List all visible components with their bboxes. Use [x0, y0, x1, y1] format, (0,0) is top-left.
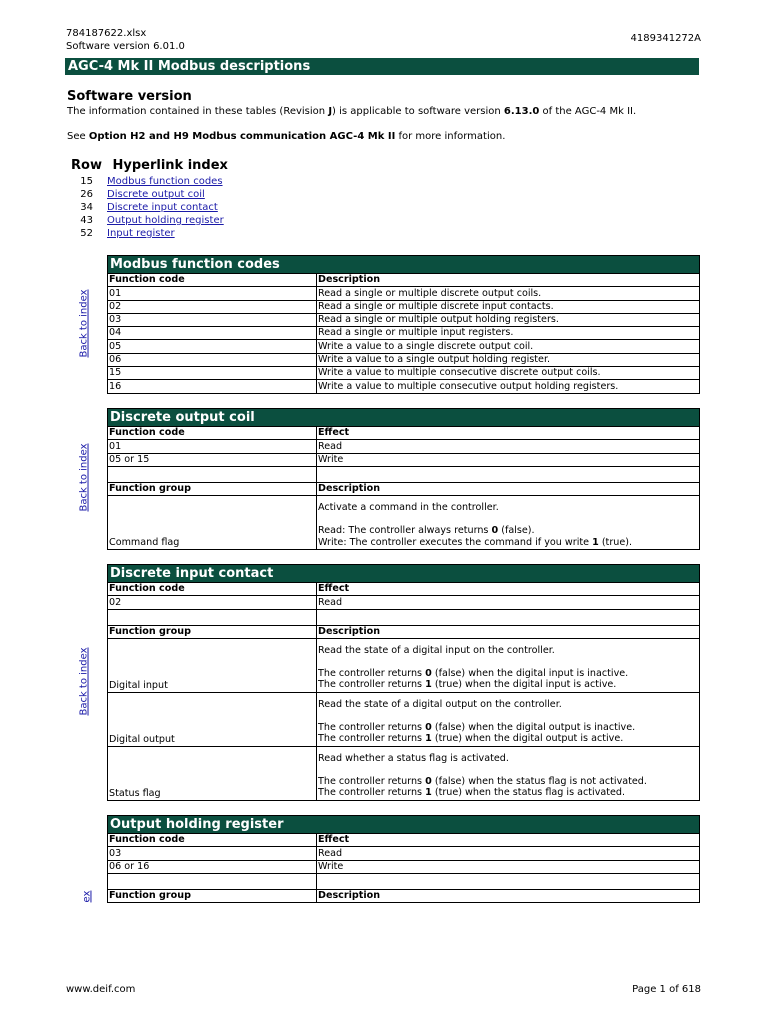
table-row: Digital input Read the state of a digital input on the controller. The controller returns 0 (false) when the digital input is inactive. The controller returns 1 (true) when the digital input is active. [108, 639, 699, 693]
index-link-modbus-function-codes[interactable]: Modbus function codes [107, 176, 223, 187]
reference-paragraph: See Option H2 and H9 Modbus communication AGC-4 Mk II for more information. [67, 131, 506, 142]
index-link-output-holding-register[interactable]: Output holding register [107, 215, 224, 226]
list-item [66, 175, 266, 188]
index-row-number: 43 [80, 215, 93, 226]
software-version-paragraph: The information contained in these tables (Revision J) is applicable to software version 6.13.0 of the AGC-4 Mk II. [67, 106, 637, 117]
table-header-row: Function code Effect [108, 834, 699, 847]
index-row-number: 26 [80, 189, 93, 200]
back-to-index-link[interactable]: Back to index [78, 647, 90, 716]
index-row-number: 52 [80, 228, 93, 239]
list-item [66, 214, 266, 227]
table-header-row: Function code Effect [108, 583, 699, 596]
table-header-row: Function group Description [108, 483, 699, 496]
software-version-heading: Software version [67, 89, 192, 104]
output-holding-register-table [107, 815, 700, 903]
index-col-link: Hyperlink index [112, 158, 228, 173]
table-title: Discrete output coil [108, 409, 699, 427]
modbus-function-codes-table [107, 255, 700, 394]
discrete-input-contact-table [107, 564, 700, 801]
table-row: 03 Read a single or multiple output holding registers. [108, 314, 699, 327]
back-to-index-link[interactable]: Back to index [78, 289, 90, 358]
list-item [66, 201, 266, 214]
table-row-empty [108, 467, 699, 483]
index-row-number: 15 [80, 176, 93, 187]
table-row-empty [108, 610, 699, 626]
footer-page-number: Page 1 of 618 [632, 984, 701, 995]
doc-number: 4189341272A [630, 33, 701, 44]
table-row: 01 Read [108, 440, 699, 453]
table-row: Digital output Read the state of a digital output on the controller. The controller returns 0 (false) when the digital output is inactive. The controller returns 1 (true) when the digital output is active. [108, 693, 699, 747]
table-row: 16 Write a value to multiple consecutive output holding registers. [109, 380, 619, 392]
table-row: 04 Read a single or multiple input registers. [108, 327, 699, 340]
table-header-row: Function code Effect [108, 427, 699, 440]
table-title: Modbus function codes [108, 256, 699, 274]
table-title: Discrete input contact [108, 565, 699, 583]
index-list [66, 175, 266, 240]
table-header-row: Function group Description [109, 890, 381, 902]
table-row: 05 Write a value to a single discrete output coil. [108, 340, 699, 353]
table-title: Output holding register [108, 816, 699, 834]
table-row: 02 Read [108, 596, 699, 609]
back-to-index-link[interactable]: Back to index [78, 443, 90, 512]
table-row: 01 Read a single or multiple discrete output coils. [108, 287, 699, 300]
index-col-row: Row [71, 158, 102, 173]
table-row-empty [108, 874, 699, 890]
software-version-label: Software version 6.01.0 [66, 41, 185, 52]
index-row-number: 34 [80, 202, 93, 213]
table-row: 03 Read [108, 847, 699, 860]
header-file-info [66, 27, 185, 53]
table-row: 06 or 16 Write [108, 861, 699, 874]
list-item [66, 188, 266, 201]
table-row: Status flag Read whether a status flag is activated. The controller returns 0 (false) when the status flag is not activated. The controller returns 1 (true) when the status flag is activated. [108, 747, 699, 800]
list-item [66, 227, 266, 240]
index-heading [71, 158, 228, 173]
table-row: 15 Write a value to multiple consecutive discrete output coils. [108, 367, 699, 380]
table-row: 05 or 15 Write [108, 454, 699, 467]
footer-website: www.deif.com [66, 984, 136, 995]
file-name: 784187622.xlsx [66, 28, 147, 39]
discrete-output-coil-table [107, 408, 700, 550]
table-header-row: Function code Description [108, 274, 699, 287]
table-row: 06 Write a value to a single output holding register. [108, 354, 699, 367]
page-title: AGC-4 Mk II Modbus descriptions [65, 58, 699, 75]
table-header-row: Function group Description [108, 626, 699, 639]
index-link-input-register[interactable]: Input register [107, 228, 175, 239]
index-link-discrete-output-coil[interactable]: Discrete output coil [107, 189, 205, 200]
table-row: 02 Read a single or multiple discrete input contacts. [108, 301, 699, 314]
back-to-index-link-partial[interactable]: ex [81, 890, 93, 903]
table-row: Command flag Activate a command in the controller. Read: The controller always returns 0 (false). Write: The controller executes the command if you write 1 (true). [108, 496, 699, 549]
index-link-discrete-input-contact[interactable]: Discrete input contact [107, 202, 218, 213]
